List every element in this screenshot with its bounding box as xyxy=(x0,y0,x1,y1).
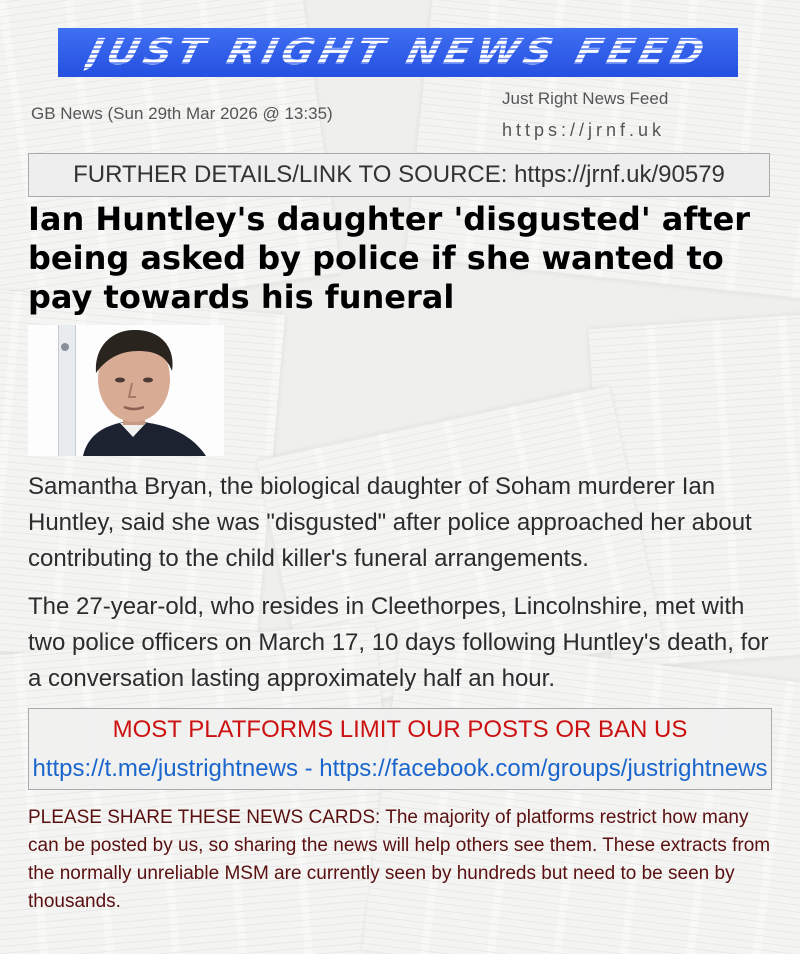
article-headline: Ian Huntley's daughter 'disgusted' after being asked by police if she wanted to pay towards his funeral xyxy=(28,200,751,316)
social-links[interactable]: https://t.me/justrightnews - https://facebook.com/groups/justrightnews xyxy=(32,755,768,782)
brand-url[interactable]: https://jrnf.uk xyxy=(502,120,666,140)
article-photo xyxy=(28,325,224,456)
platform-warning-text: MOST PLATFORMS LIMIT OUR POSTS OR BAN US xyxy=(112,716,688,743)
brand-name: Just Right News Feed xyxy=(502,89,669,108)
source-link-text[interactable]: FURTHER DETAILS/LINK TO SOURCE: https://jrnf.uk/90579 xyxy=(73,161,725,188)
share-appeal-text: PLEASE SHARE THESE NEWS CARDS: The majority of platforms restrict how many can be posted by us, so sharing the news will help others see them. These extracts from the normally unreliable MSM are currently seen by hundreds but need to be seen by thousands. xyxy=(28,807,771,912)
site-banner xyxy=(58,28,738,77)
platform-warning-box xyxy=(28,708,772,790)
article-paragraph-1: Samantha Bryan, the biological daughter of Soham murderer Ian Huntley, said she was "disgusted" after police approached her about contributing to the child killer's funeral arrangements. xyxy=(28,473,752,572)
source-link-box[interactable] xyxy=(28,153,770,197)
banner-title: JUST RIGHT NEWS FEED xyxy=(82,31,714,74)
source-line: GB News (Sun 29th Mar 2026 @ 13:35) xyxy=(31,104,333,123)
article-paragraph-2: The 27-year-old, who resides in Cleethorpes, Lincolnshire, met with two police officers on March 17, 10 days following Huntley's death, for a conversation lasting approximately half an hour. xyxy=(28,593,769,692)
